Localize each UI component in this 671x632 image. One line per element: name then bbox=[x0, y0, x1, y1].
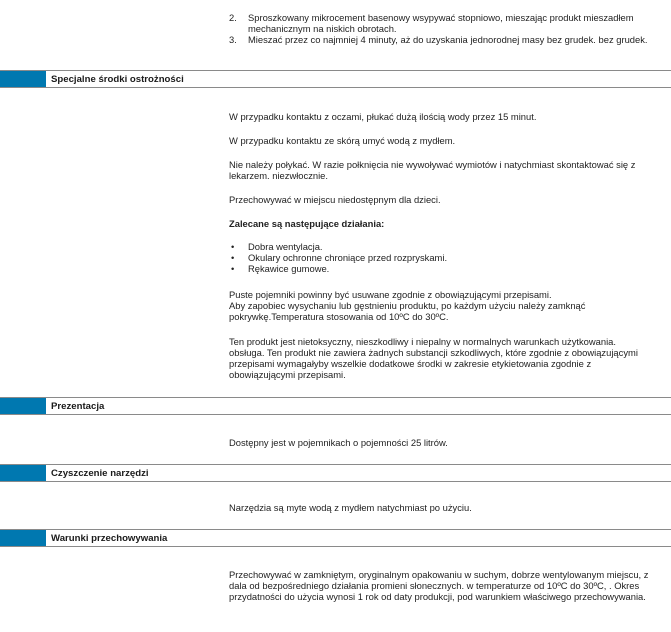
bullet-icon: • bbox=[231, 263, 235, 274]
section-accent-bar bbox=[0, 398, 46, 414]
list-item bbox=[229, 34, 649, 45]
section-accent-bar bbox=[0, 465, 46, 481]
section-accent-bar bbox=[0, 71, 46, 87]
list-item-text: Dobra wentylacja. bbox=[248, 241, 323, 252]
section-header-cleaning bbox=[0, 464, 671, 482]
disposal-text-line: Puste pojemniki powinny być usuwane zgodnie z obowiązującymi przepisami. bbox=[229, 289, 552, 300]
mixing-steps-list bbox=[229, 12, 649, 45]
section-title: Specjalne środki ostrożności bbox=[51, 74, 184, 85]
list-item-text: Sproszkowany mikrocement basenowy wsypywać stopniowo, mieszając produkt mieszadłem mechanicznym na niskich obrotach. bbox=[248, 12, 634, 34]
list-item-text: Okulary ochronne chroniące przed rozpryskami. bbox=[248, 252, 448, 263]
section-title: Czyszczenie narzędzi bbox=[51, 468, 149, 479]
section-accent-bar bbox=[0, 530, 46, 546]
list-item bbox=[229, 241, 649, 252]
list-item-number: 3. bbox=[229, 34, 237, 45]
list-item bbox=[229, 12, 649, 34]
list-item bbox=[229, 263, 649, 274]
presentation-text: Dostępny jest w pojemnikach o pojemności 25 litrów. bbox=[229, 437, 448, 448]
recommended-actions-heading: Zalecane są następujące działania: bbox=[229, 218, 385, 229]
bullet-icon: • bbox=[231, 241, 235, 252]
precaution-skin-text: W przypadku kontaktu ze skórą umyć wodą z mydłem. bbox=[229, 135, 456, 146]
list-item-text: Rękawice gumowe. bbox=[248, 263, 330, 274]
recommended-actions-list bbox=[229, 241, 649, 274]
section-header-storage bbox=[0, 529, 671, 547]
section-title: Warunki przechowywania bbox=[51, 533, 168, 544]
precaution-eyes-text: W przypadku kontaktu z oczami, płukać dużą ilością wody przez 15 minut. bbox=[229, 111, 537, 122]
bullet-icon: • bbox=[231, 252, 235, 263]
section-title: Prezentacja bbox=[51, 401, 105, 412]
precaution-children-text: Przechowywać w miejscu niedostępnym dla dzieci. bbox=[229, 194, 441, 205]
section-header-precautions bbox=[0, 70, 671, 88]
list-item bbox=[229, 252, 649, 263]
list-item-text: Mieszać przez co najmniej 4 minuty, aż do uzyskania jednorodnej masy bez grudek. bez grudek. bbox=[248, 34, 648, 45]
disposal-text bbox=[229, 289, 649, 322]
storage-conditions-text: Przechowywać w zamkniętym, oryginalnym opakowaniu w suchym, dobrze wentylowanym miejscu, z dala od bezpośredniego działania promieni słonecznych. w temperaturze od 10ºC do 30ºC, . Okres przydatności do użycia wynosi 1 rok od daty produkcji, pod warunkiem właściwego przechowywania. bbox=[229, 569, 649, 602]
cleaning-text: Narzędzia są myte wodą z mydłem natychmiast po użyciu. bbox=[229, 502, 472, 513]
safety-statement-text: Ten produkt jest nietoksyczny, nieszkodliwy i niepalny w normalnych warunkach użytkowania. obsługa. Ten produkt nie zawiera żadnych substancji szkodliwych, które zgodnie z obowiązującymi przepisami wymagałyby wszelkie dodatkowe środki w zakresie etykietowania zgodnie z obowiązującymi przepisami. bbox=[229, 336, 638, 380]
storage-temperature-text: Aby zapobiec wysychaniu lub gęstnieniu produktu, po każdym użyciu należy zamknąć pokrywkę.Temperatura stosowania od 10ºC do 30ºC. bbox=[229, 300, 586, 322]
section-header-presentation bbox=[0, 397, 671, 415]
precaution-swallow-text: Nie należy połykać. W razie połknięcia nie wywoływać wymiotów i natychmiast skontaktować się z lekarzem. niezwłocznie. bbox=[229, 159, 636, 181]
list-item-number: 2. bbox=[229, 12, 237, 23]
